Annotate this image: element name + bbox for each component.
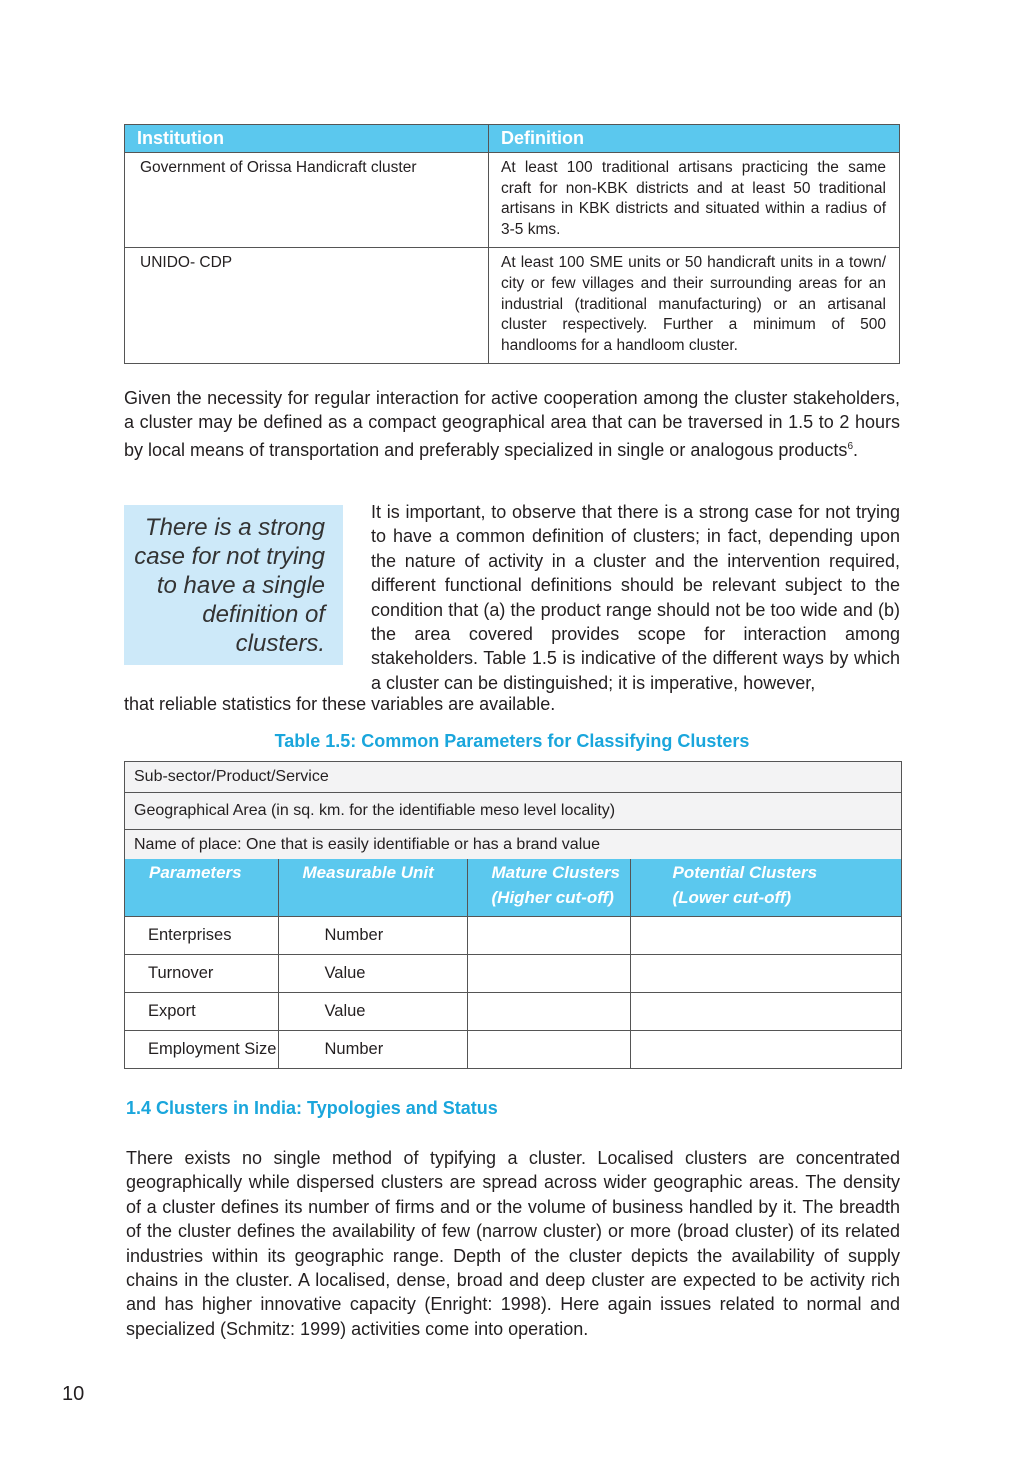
table-caption: Table 1.5: Common Parameters for Classifying Clusters xyxy=(274,731,750,751)
header-definition: Definition xyxy=(489,125,900,153)
parameters-header-row xyxy=(125,859,901,916)
header-measurable-unit: Measurable Unit xyxy=(278,859,467,916)
definition-cell: At least 100 SME units or 50 handicraft units in a town/ city or few villages and their surrounding areas for an industrial (traditional manufacturing) or an artisanal cluster respectively. Further a minimum of 500 handlooms for a handloom cluster. xyxy=(489,248,900,364)
parameter-cell: Export xyxy=(125,992,278,1030)
table-row xyxy=(125,153,900,248)
cluster-definition-paragraph xyxy=(124,386,900,462)
parameter-cell: Employment Size xyxy=(125,1030,278,1068)
header-potential-clusters: Potential Clusters (Lower cut-off) xyxy=(630,859,901,916)
header-institution: Institution xyxy=(125,125,489,153)
paragraph-end: . xyxy=(853,439,859,460)
potential-cell xyxy=(630,954,901,992)
potential-cell xyxy=(630,916,901,954)
info-row-sector: Sub-sector/Product/Service xyxy=(125,762,901,793)
footnote-marker: 6 xyxy=(847,440,853,452)
table-row xyxy=(125,992,901,1030)
info-row-area: Geographical Area (in sq. km. for the identifiable meso level locality) xyxy=(125,793,901,830)
pull-quote: There is a strong case for not trying to have a single definition of clusters. xyxy=(124,505,343,665)
parameters-table xyxy=(124,761,902,1069)
header-parameters: Parameters xyxy=(125,859,278,916)
institution-cell: UNIDO- CDP xyxy=(125,248,489,364)
paragraph-text: Given the necessity for regular interaction for active cooperation among the cluster stakeholders, a cluster may be defined as a compact geographical area that can be traversed in 1.5 to 2 hours by local means of transportation and preferably specialized in single or analogous products xyxy=(124,388,900,460)
page-number: 10 xyxy=(62,1383,85,1405)
definitions-table xyxy=(124,124,900,364)
mature-cell xyxy=(467,992,630,1030)
table-row xyxy=(125,916,901,954)
unit-cell: Value xyxy=(278,954,467,992)
definition-cell: At least 100 traditional artisans practicing the same craft for non-KBK districts and at least 50 traditional artisans in KBK districts and situated within a radius of 3-5 kms. xyxy=(489,153,900,248)
table-row xyxy=(125,248,900,364)
potential-cell xyxy=(630,1030,901,1068)
unit-cell: Number xyxy=(278,916,467,954)
info-row-place: Name of place: One that is easily identifiable or has a brand value xyxy=(125,830,901,859)
parameter-cell: Enterprises xyxy=(125,916,278,954)
section-body: There exists no single method of typifying a cluster. Localised clusters are concentrated geographically while dispersed clusters are spread across wider geographic areas. The density of a cluster defines its number of firms and or the volume of business handled by it. The breadth of the cluster defines the availability of few (narrow cluster) or more (broad cluster) of its related industries within its geographic range. Depth of the cluster depicts the availability of supply chains in the cluster. A localised, dense, broad and deep cluster are expected to be activity rich and has higher innovative capacity (Enright: 1998). Here again issues related to normal and specialized (Schmitz: 1999) activities come into operation. xyxy=(126,1148,900,1339)
importance-paragraph-tail: that reliable statistics for these variables are available. xyxy=(124,694,556,714)
unit-cell: Value xyxy=(278,992,467,1030)
unit-cell: Number xyxy=(278,1030,467,1068)
table-row xyxy=(125,954,901,992)
section-heading: 1.4 Clusters in India: Typologies and Status xyxy=(126,1098,498,1118)
header-mature-clusters: Mature Clusters (Higher cut-off) xyxy=(467,859,630,916)
mature-cell xyxy=(467,1030,630,1068)
parameter-cell: Turnover xyxy=(125,954,278,992)
mature-cell xyxy=(467,954,630,992)
potential-cell xyxy=(630,992,901,1030)
parameters-grid xyxy=(125,859,901,1068)
table-row xyxy=(125,1030,901,1068)
importance-paragraph: It is important, to observe that there is a strong case for not trying to have a common definition of clusters; in fact, depending upon the nature of activity in a cluster and the intervention required, different functional definitions should be relevant subject to the condition that (a) the product range should not be too wide and (b) the area covered provides scope for interaction among stakeholders. Table 1.5 is indicative of the different ways by which a cluster can be distinguished; it is imperative, however, xyxy=(371,502,900,693)
definitions-header-row xyxy=(125,125,900,153)
mature-cell xyxy=(467,916,630,954)
institution-cell: Government of Orissa Handicraft cluster xyxy=(125,153,489,248)
